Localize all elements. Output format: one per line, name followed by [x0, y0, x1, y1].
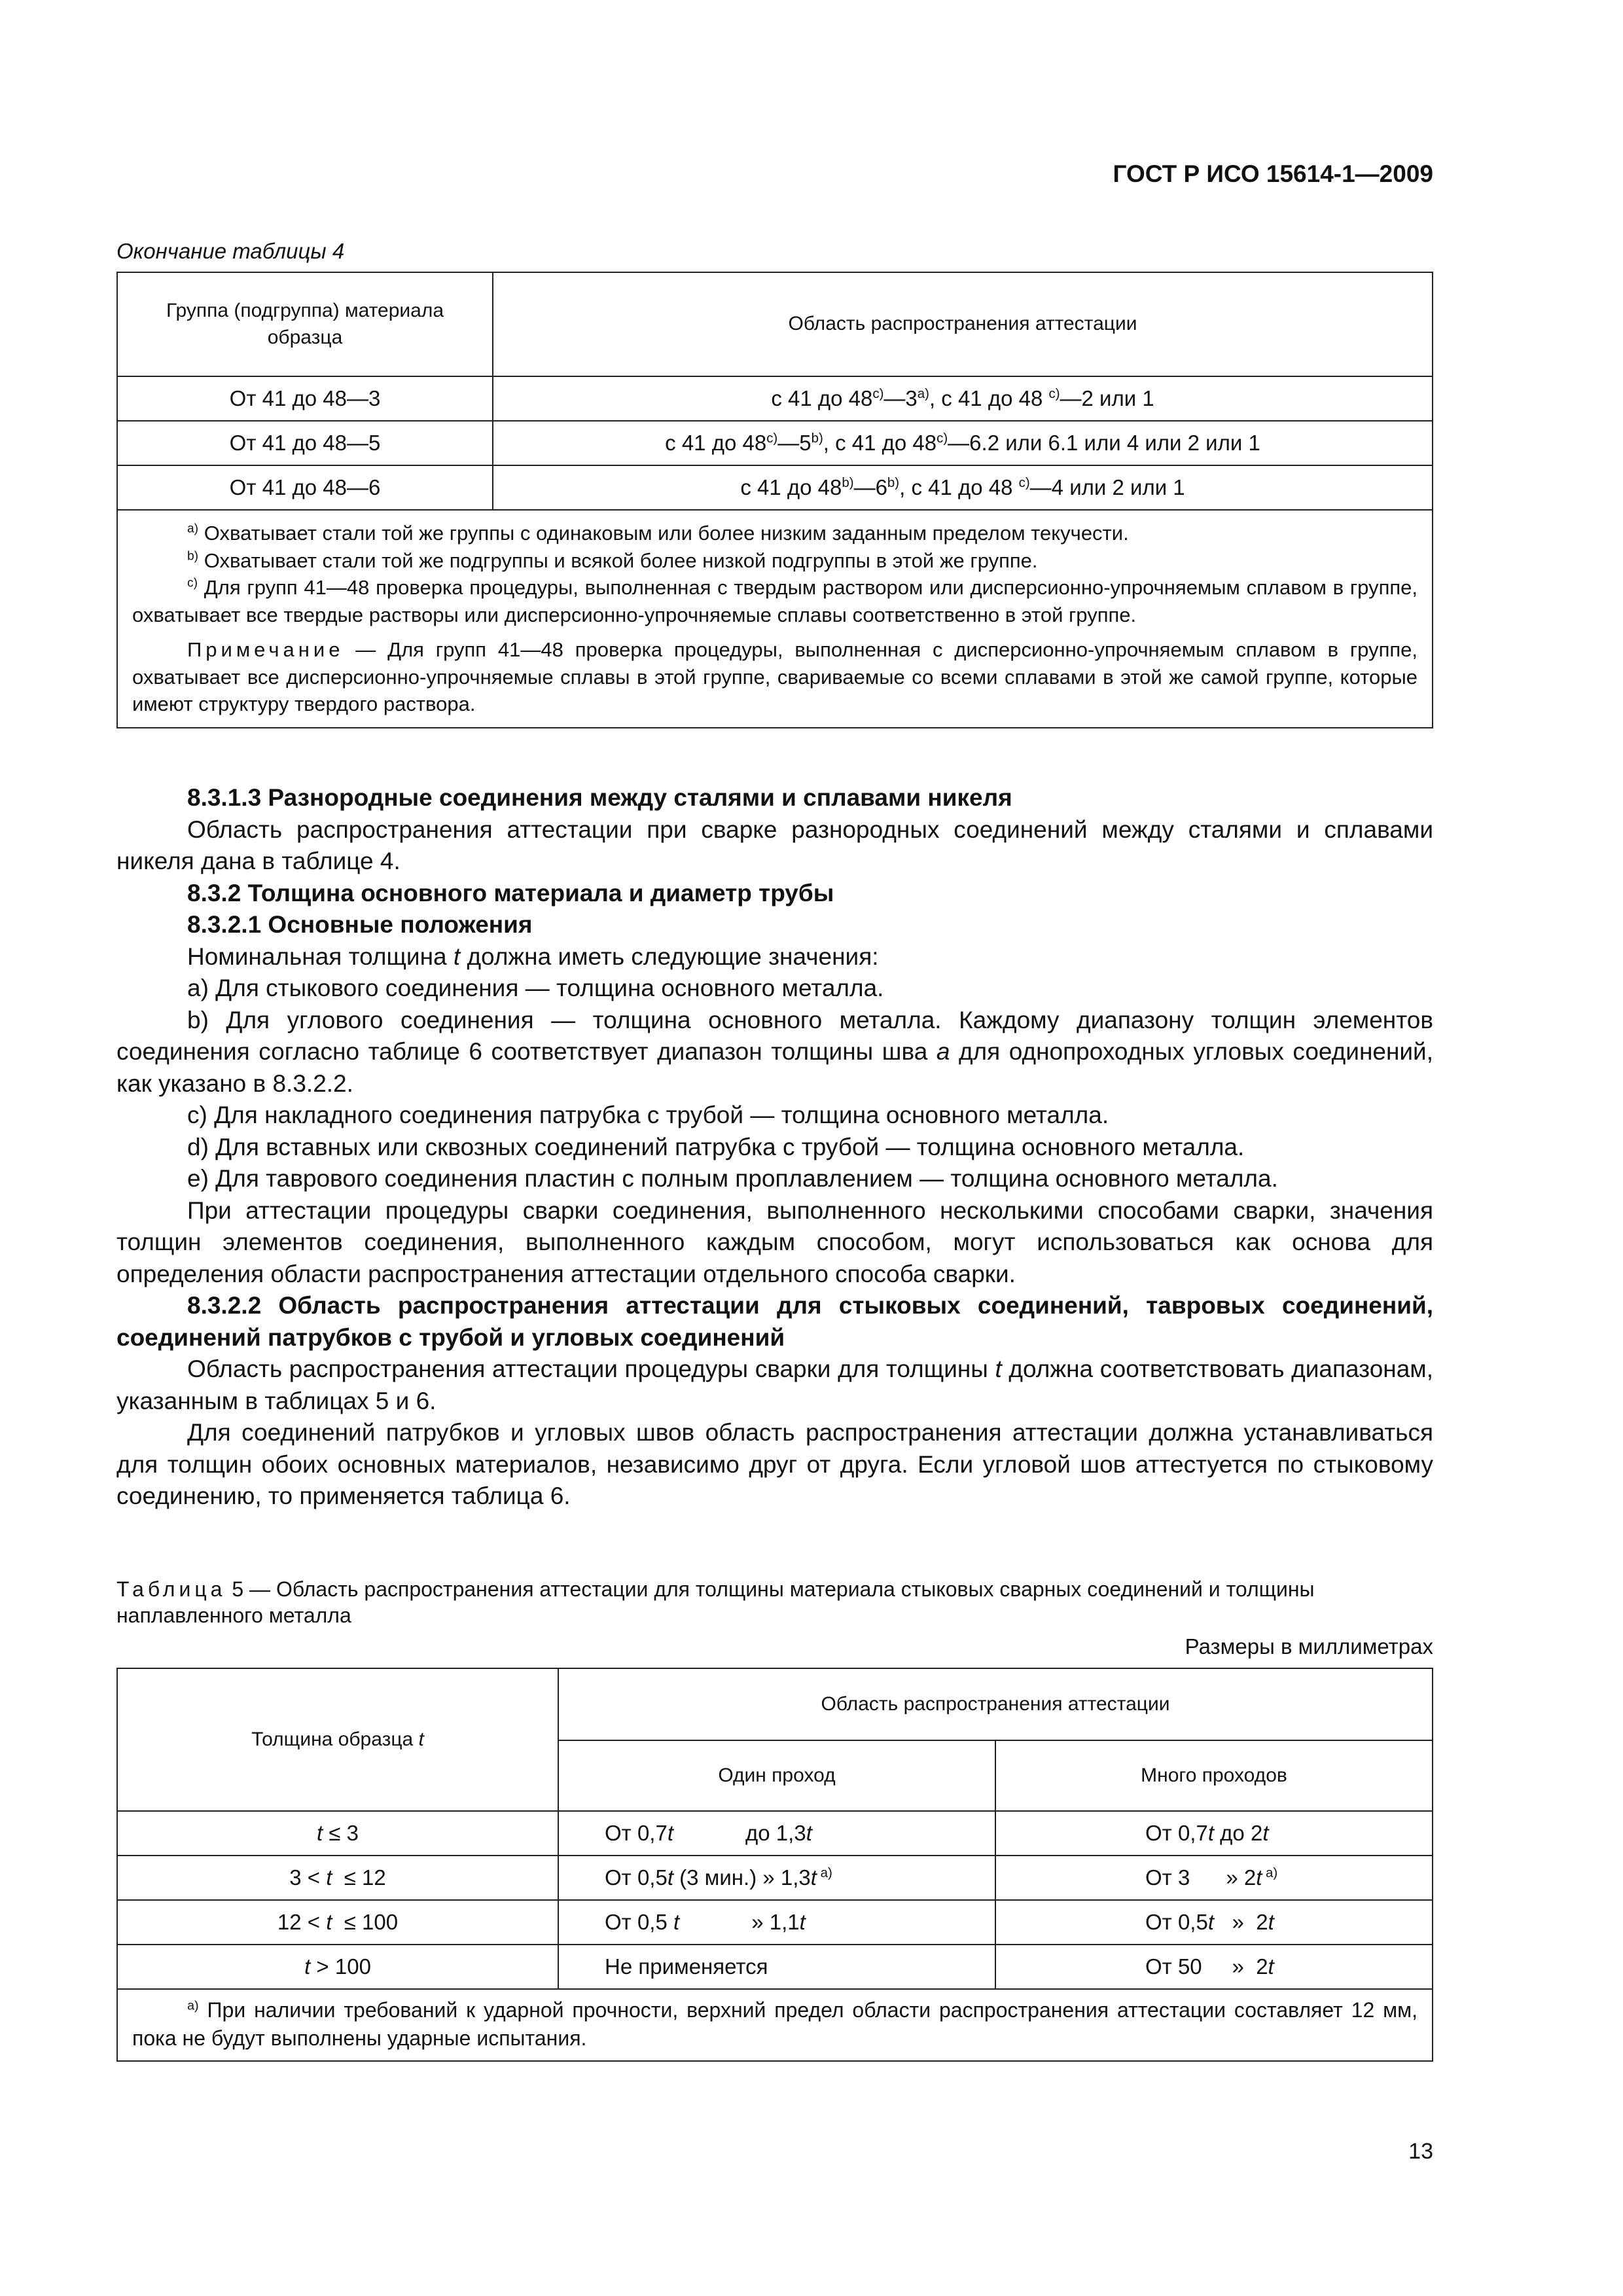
table-5	[116, 1668, 1433, 2062]
table5-col-thickness-header: Толщина образца t	[117, 1668, 558, 1811]
table4-continuation-caption: Окончание таблицы 4	[116, 239, 345, 263]
table4-footnote-a: $^{a)}$ Охватывает стали той же группы с одинаковым или более низким заданным пределом текучести.	[187, 522, 1129, 545]
table-row	[117, 465, 1433, 510]
table5-group-header: Область распространения аттестации	[558, 1668, 1433, 1740]
table4-scope-cell: с 41 до 48$^{c)}$—5$^{b)}$, с 41 до 48$^{c)}$—6.2 или 6.1 или 4 или 2 или 1	[493, 421, 1433, 465]
table5-units: Размеры в миллиметрах	[1185, 1634, 1433, 1659]
section-8-3-2-2-heading: 8.3.2.2 Область распространения аттестации для стыковых соединений, тавровых соединений, соединений патрубков с трубой и угловых соединений	[116, 1292, 1433, 1351]
table5-footnote-a: $^{a)}$ При наличии требований к ударной прочности, верхний предел области распространения аттестации составляет 12 мм, пока не будут выполнены ударные испытания.	[117, 1989, 1433, 2061]
table5-single-cell: От 0,5t (3 мин.) » 1,3t $^{a)}$	[558, 1856, 995, 1900]
table-row	[117, 1945, 1433, 1989]
table4-group-cell: От 41 до 48—5	[117, 421, 493, 465]
table4-group-cell: От 41 до 48—3	[117, 376, 493, 421]
table-row	[117, 421, 1433, 465]
table5-single-cell: От 0,7t до 1,3t	[558, 1811, 995, 1856]
list-item-b: b) Для углового соединения — толщина основного металла. Каждому диапазону толщин элементов соединения согласно таблице 6 соответствует диапазон толщины шва a для однопроходных угловых соединений, как указано в 8.3.2.2.	[116, 1006, 1433, 1097]
table5-single-cell: Не применяется	[558, 1945, 995, 1989]
table-row	[117, 1811, 1433, 1856]
multi-process-paragraph: При аттестации процедуры сварки соединения, выполненного несколькими способами сварки, значения толщин элементов соединения, выполненного каждым способом, могут использоваться как основа для определения области распространения аттестации отдельного способа сварки.	[116, 1196, 1433, 1287]
table5-multi-cell: От 3 » 2t $^{a)}$	[995, 1856, 1433, 1900]
range-paragraph: Область распространения аттестации процедуры сварки для толщины t должна соответствовать диапазонам, указанным в таблицах 5 и 6.	[116, 1355, 1434, 1414]
section-8-3-2-heading: 8.3.2 Толщина основного материала и диаметр трубы	[187, 879, 834, 906]
table-row	[117, 1900, 1433, 1945]
standard-id: ГОСТ Р ИСО 15614-1—2009	[1113, 160, 1433, 187]
table4-footnote-c: $^{c)}$ Для групп 41—48 проверка процедуры, выполненная с твердым раствором или дисперсионно-упрочняемым сплавом в группе, охватывает все твердые растворы или дисперсионно-упрочняемые сплавы соответственно в этой группе.	[132, 576, 1418, 626]
table5-multi-cell: От 50 » 2t	[995, 1945, 1433, 1989]
page-number: 13	[1408, 2139, 1433, 2164]
list-item-e: e) Для таврового соединения пластин с полным проплавлением — толщина основного металла.	[187, 1165, 1278, 1192]
nominal-thickness-paragraph: Номинальная толщина t должна иметь следующие значения:	[187, 942, 879, 970]
section-8-3-1-3-heading: 8.3.1.3 Разнородные соединения между сталями и сплавами никеля	[187, 784, 1012, 811]
table5-single-cell: От 0,5 t » 1,1t	[558, 1900, 995, 1945]
table-row	[117, 376, 1433, 421]
table5-thickness-cell: t > 100	[117, 1945, 558, 1989]
table4-notes	[117, 510, 1433, 728]
table5-col-multi-header: Много проходов	[995, 1740, 1433, 1811]
branch-paragraph: Для соединений патрубков и угловых швов область распространения аттестации должна устанавливаться для толщин обоих основных материалов, независимо друг от друга. Если угловой шов аттестуется по стыковому соединению, то применяется таблица 6.	[116, 1419, 1433, 1509]
table4-col-group-header: Группа (подгруппа) материала образца	[117, 272, 493, 376]
body-text	[116, 782, 1433, 1513]
list-item-c: c) Для накладного соединения патрубка с трубой — толщина основного металла.	[187, 1102, 1109, 1128]
table5-multi-cell: От 0,7t до 2t	[995, 1811, 1433, 1856]
section-8-3-1-3-text: Область распространения аттестации при сварке разнородных соединений между сталями и сплавами никеля дана в таблице 4.	[116, 816, 1433, 874]
table4-scope-cell: с 41 до 48$^{b)}$—6$^{b)}$, с 41 до 48 $^{c)}$—4 или 2 или 1	[493, 465, 1433, 510]
table5-multi-cell: От 0,5t » 2t	[995, 1900, 1433, 1945]
table-4	[116, 272, 1433, 728]
list-item-d: d) Для вставных или сквозных соединений патрубка с трубой — толщина основного металла.	[187, 1133, 1245, 1160]
table5-thickness-cell: 12 < t ≤ 100	[117, 1900, 558, 1945]
table5-col-single-header: Один проход	[558, 1740, 995, 1811]
table4-group-cell: От 41 до 48—6	[117, 465, 493, 510]
list-item-a: a) Для стыкового соединения — толщина основного металла.	[187, 975, 884, 1001]
table5-thickness-cell: 3 < t ≤ 12	[117, 1856, 558, 1900]
table5-thickness-cell: t ≤ 3	[117, 1811, 558, 1856]
table-row	[117, 1856, 1433, 1900]
table5-caption: Таблица 5 — Область распространения аттестации для толщины материала стыковых сварных соединений и толщины наплавленного металла	[116, 1577, 1315, 1627]
section-8-3-2-1-heading: 8.3.2.1 Основные положения	[187, 911, 533, 938]
table4-note: Примечание — Для групп 41—48 проверка процедуры, выполненная с дисперсионно-упрочняемым сплавом в группе, охватывает все дисперсионно-упрочняемые сплавы в этой группе, свариваемые со всеми сплавами в этой же самой группе, которые имеют структуру твердого раствора.	[132, 638, 1418, 716]
table4-scope-cell: с 41 до 48$^{c)}$—3$^{a)}$, с 41 до 48 $^{c)}$—2 или 1	[493, 376, 1433, 421]
table4-col-scope-header: Область распространения аттестации	[493, 272, 1433, 376]
table4-footnote-b: $^{b)}$ Охватывает стали той же подгруппы и всякой более низкой подгруппы в этой же группе.	[187, 548, 1038, 572]
